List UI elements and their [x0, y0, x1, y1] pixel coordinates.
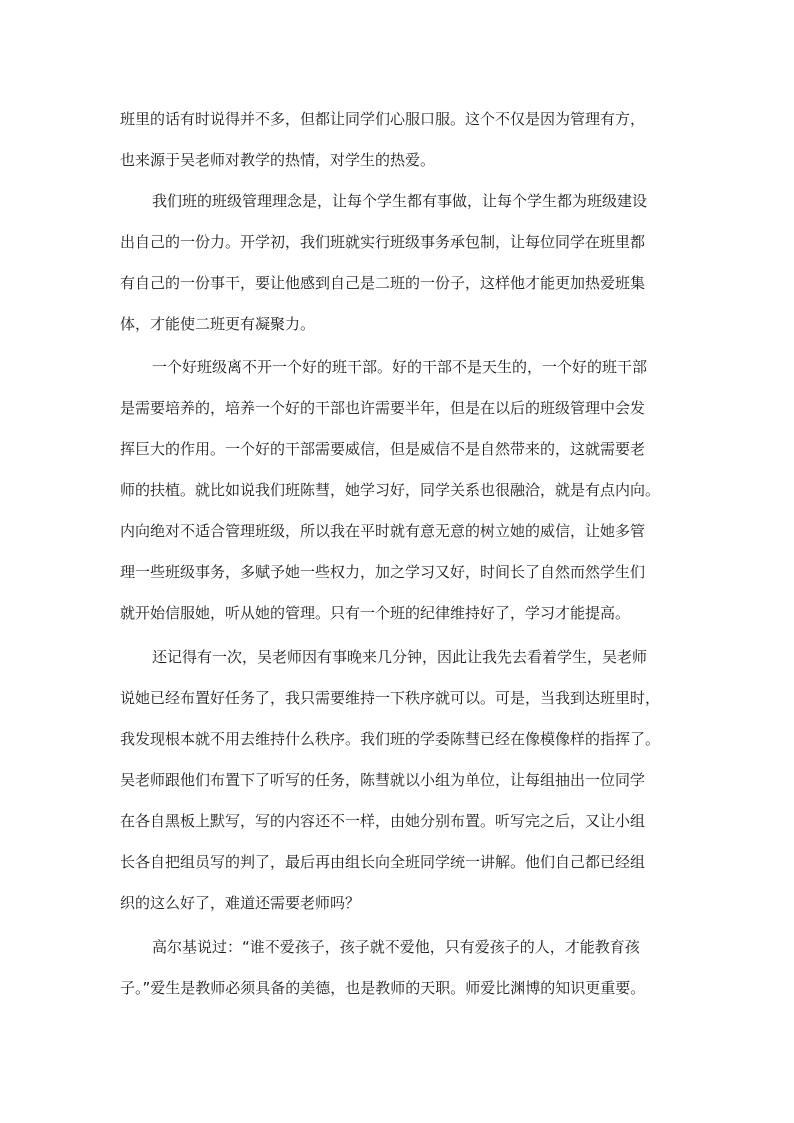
text-line: 长各自把组员写的判了，最后再由组长向全班同学统一讲解。他们自己都已经组 — [120, 853, 646, 871]
text-line: 班里的话有时说得并不多，但都让同学们心服口服。这个不仅是因为管理有方， — [120, 110, 646, 128]
text-line: 也来源于吴老师对教学的热情，对学生的热爱。 — [120, 151, 436, 169]
paragraph-first-line: 我们班的班级管理理念是，让每个学生都有事做，让每个学生都为班级建设 — [152, 192, 648, 210]
paragraph-first-line: 高尔基说过：“谁不爱孩子，孩子就不爱他，只有爱孩子的人，才能教育孩 — [152, 938, 640, 956]
text-line: 是需要培养的，培养一个好的干部也许需要半年，但是在以后的班级管理中会发 — [120, 399, 646, 417]
text-line: 在各自黑板上默写，写的内容还不一样，由她分别布置。听写完之后，又让小组 — [120, 812, 646, 830]
paragraph-first-line: 一个好班级离不开一个好的班干部。好的干部不是天生的，一个好的班干部 — [152, 358, 648, 376]
text-line: 就开始信服她，听从她的管理。只有一个班的纪律维持好了，学习才能提高。 — [120, 604, 631, 622]
text-line: 吴老师跟他们布置下了听写的任务，陈彗就以小组为单位，让每组抽出一位同学 — [120, 771, 646, 789]
text-line: 内向绝对不适合管理班级，所以我在平时就有意无意的树立她的威信，让她多管 — [120, 522, 646, 540]
text-line: 理一些班级事务，多赋予她一些权力，加之学习又好，时间长了自然而然学生们 — [120, 563, 646, 581]
text-line: 织的这么好了，难道还需要老师吗？ — [120, 894, 361, 912]
text-line: 有自己的一份事干，要让他感到自己是二班的一份子，这样他才能更加热爱班集 — [120, 274, 646, 292]
text-line: 挥巨大的作用。一个好的干部需要威信，但是威信不是自然带来的，这就需要老 — [120, 440, 646, 458]
text-line: 师的扶植。就比如说我们班陈彗，她学习好，同学关系也很融洽，就是有点内向。 — [120, 481, 661, 499]
text-line: 体，才能使二班更有凝聚力。 — [120, 315, 316, 333]
text-line: 说她已经布置好任务了，我只需要维持一下秩序就可以。可是，当我到达班里时， — [120, 689, 661, 707]
paragraph-first-line: 还记得有一次，吴老师因有事晚来几分钟，因此让我先去看着学生，吴老师 — [152, 648, 648, 666]
text-line: 我发现根本就不用去维持什么秩序。我们班的学委陈彗已经在像模像样的指挥了。 — [120, 730, 661, 748]
text-line: 出自己的一份力。开学初，我们班就实行班级事务承包制，让每位同学在班里都 — [120, 233, 646, 251]
text-line: 子。”爱生是教师必须具备的美德，也是教师的天职。师爱比渊博的知识更重要。 — [120, 979, 646, 997]
